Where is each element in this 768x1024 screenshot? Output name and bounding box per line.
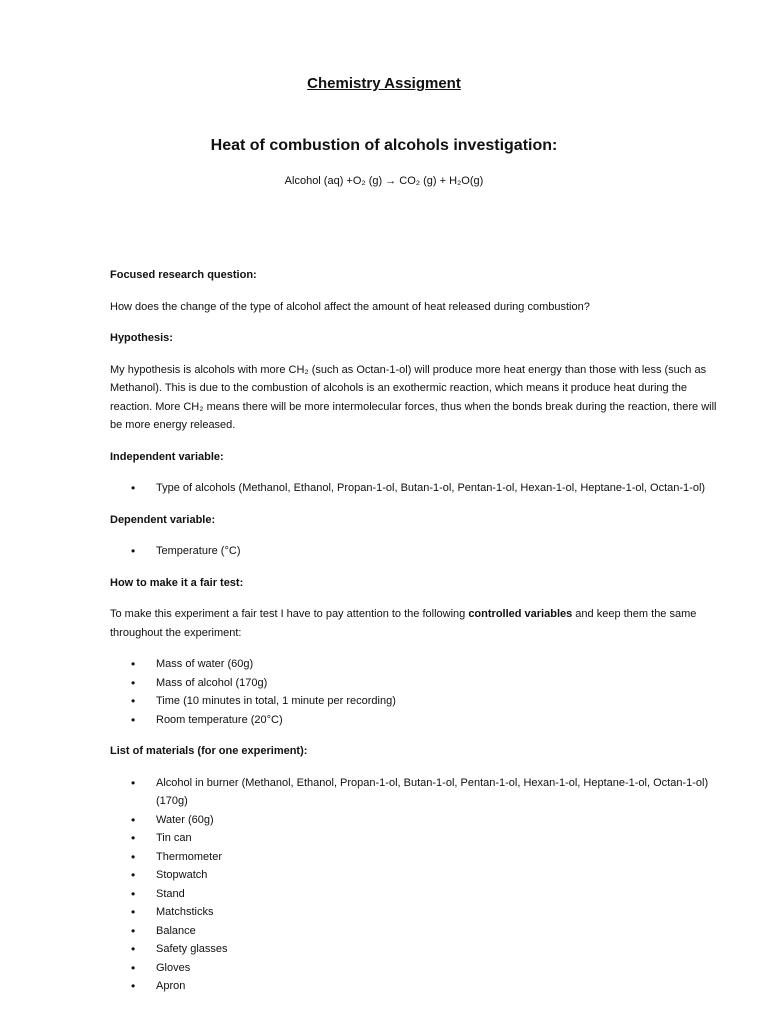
document-subtitle: Heat of combustion of alcohols investigation: — [210, 137, 558, 154]
controlled-variables-emphasis: controlled variables — [468, 608, 573, 620]
dependent-variable-heading: Dependent variable: — [110, 513, 216, 526]
list-item-text: Stand — [156, 887, 185, 900]
bullet-icon: • — [131, 775, 136, 790]
list-item-text: Thermometer — [156, 850, 223, 863]
bullet-icon: • — [131, 960, 136, 975]
hypothesis-text: My hypothesis is alcohols with more CH₂ (such as Octan-1-ol) will produce more heat energy than those with less (such as Methanol). This is due to the combustion of alcohols is an exothermic reaction, which means it produce heat during the reaction. More CH₂ means there will be more intermolecular forces, thus when the bonds break during the reaction, there will be more energy released. — [110, 363, 717, 431]
controlled-variables-list — [110, 655, 720, 729]
combustion-equation: Alcohol (aq) +O₂ (g) → CO₂ (g) + H₂O(g) — [284, 175, 484, 187]
list-item-text: Temperature (°C) — [156, 545, 241, 557]
list-item-text: Apron — [156, 980, 186, 992]
bullet-icon: • — [131, 481, 136, 495]
bullet-icon: • — [131, 712, 136, 727]
hypothesis-heading: Hypothesis: — [110, 332, 173, 344]
bullet-icon: • — [131, 544, 136, 558]
list-item — [110, 940, 720, 959]
document-title: Chemistry Assigment — [307, 75, 461, 92]
list-item — [110, 977, 720, 996]
list-item-text: Water (60g) — [156, 813, 214, 826]
bullet-icon: • — [131, 694, 136, 708]
list-item — [110, 866, 720, 885]
list-item-text: Stopwatch — [156, 869, 208, 881]
list-item-text: Safety glasses — [156, 943, 228, 955]
bullet-icon: • — [131, 675, 136, 690]
list-item — [110, 655, 720, 674]
list-item — [110, 811, 720, 830]
research-question-text: How does the change of the type of alcohol affect the amount of heat released during combustion? — [110, 300, 590, 313]
list-item — [110, 774, 720, 811]
list-item — [110, 711, 720, 730]
independent-variable-list — [110, 479, 720, 498]
independent-variable-heading: Independent variable: — [110, 450, 224, 463]
fair-test-text — [110, 605, 720, 642]
list-item-text: Type of alcohols (Methanol, Ethanol, Propan-1-ol, Butan-1-ol, Pentan-1-ol, Hexan-1-ol, Heptane-1-ol, Octan-1-ol) — [156, 482, 706, 494]
dependent-variable-list — [110, 542, 720, 561]
list-item-text: Time (10 minutes in total, 1 minute per recording) — [156, 695, 396, 707]
materials-list — [110, 774, 720, 996]
list-item — [110, 542, 720, 561]
list-item-text: Mass of water (60g) — [156, 658, 254, 670]
list-item — [110, 959, 720, 978]
list-item-text: Matchsticks — [156, 906, 214, 918]
list-item — [110, 885, 720, 904]
list-item — [110, 903, 720, 922]
fair-test-text-after: and keep them the same throughout the experiment: — [110, 608, 697, 639]
list-item-text: Room temperature (20°C) — [156, 713, 283, 726]
list-item-text: Balance — [156, 924, 196, 937]
fair-test-heading: How to make it a fair test: — [110, 576, 244, 589]
list-item-text: Mass of alcohol (170g) — [156, 676, 268, 689]
list-item — [110, 848, 720, 867]
list-item — [110, 922, 720, 941]
bullet-icon: • — [131, 849, 136, 864]
materials-heading: List of materials (for one experiment): — [110, 745, 308, 757]
list-item — [110, 674, 720, 693]
list-item — [110, 692, 720, 711]
list-item — [110, 829, 720, 848]
bullet-icon: • — [131, 812, 136, 827]
bullet-icon: • — [131, 886, 136, 901]
list-item-text: Tin can — [156, 832, 192, 844]
document-body — [110, 266, 720, 1009]
bullet-icon: • — [131, 868, 136, 882]
research-question-heading: Focused research question: — [110, 269, 257, 281]
fair-test-text-before: To make this experiment a fair test I have to pay attention to the following — [110, 608, 469, 620]
bullet-icon: • — [131, 942, 136, 956]
list-item-text: Gloves — [156, 961, 191, 974]
bullet-icon: • — [131, 923, 136, 938]
bullet-icon: • — [131, 657, 136, 671]
bullet-icon: • — [131, 905, 136, 919]
list-item — [110, 479, 720, 498]
bullet-icon: • — [131, 979, 136, 993]
list-item-text: Alcohol in burner (Methanol, Ethanol, Propan-1-ol, Butan-1-ol, Pentan-1-ol, Hexan-1-ol, Heptane-1-ol, Octan-1-ol)(170g) — [156, 776, 709, 807]
bullet-icon: • — [131, 831, 136, 845]
